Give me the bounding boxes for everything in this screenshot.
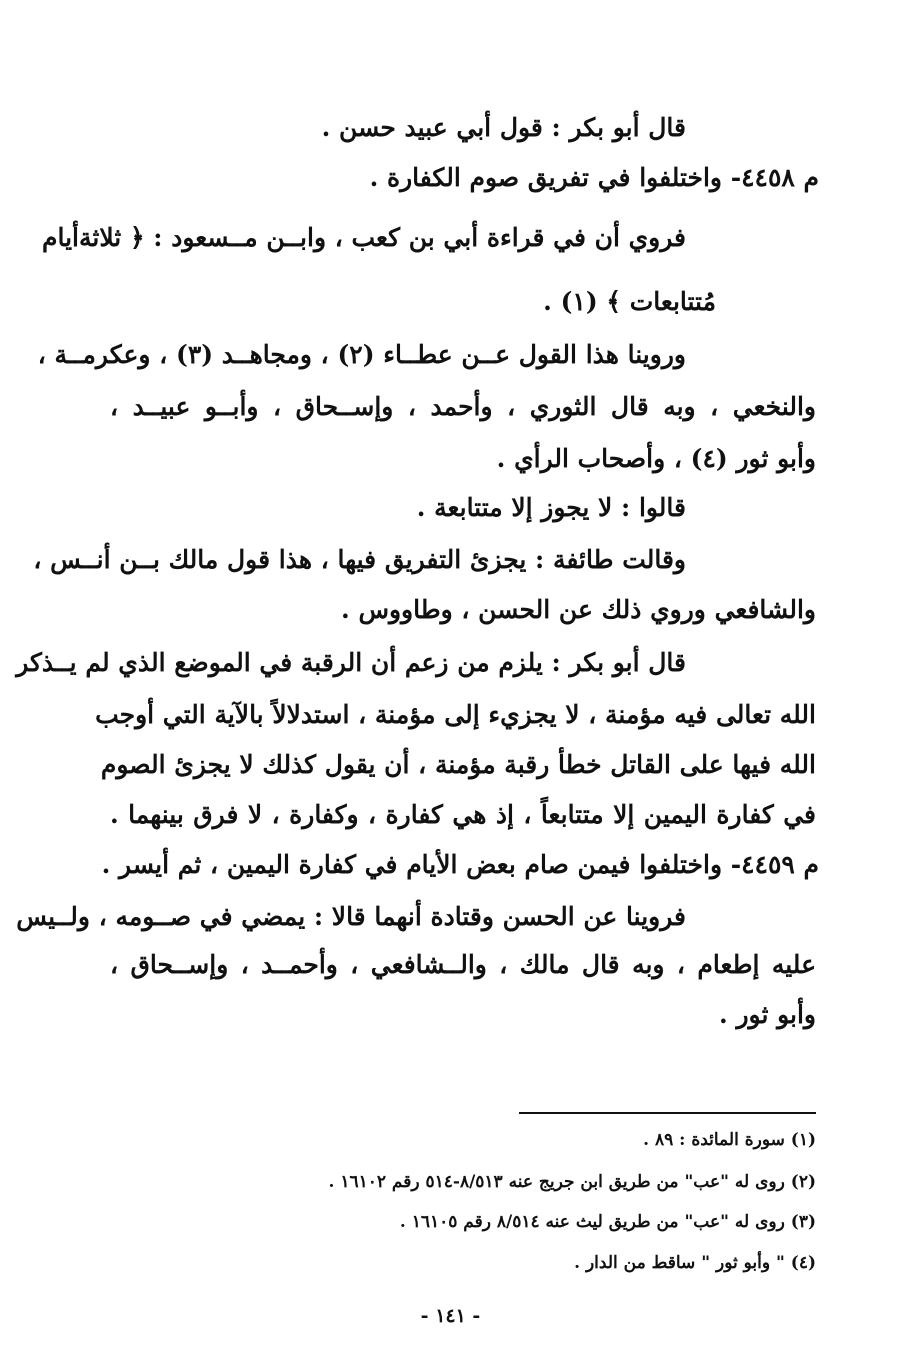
section-heading-4459: م ٤٤٥٩- واختلفوا فيمن صام بعض الأيام في كفارة اليمين ، ثم أيسر . (101, 850, 819, 879)
text-line-13: الله فيها على القاتل خطأ رقبة مؤمنة ، أن يقول كذلك لا يجزئ الصوم (100, 750, 816, 779)
text-line-14: في كفارة اليمين إلا متتابعاً ، إذ هي كفارة ، وكفارة ، لا فرق بينهما . (110, 800, 816, 829)
text-line-8: قالوا : لا يجوز إلا متتابعة . (416, 493, 686, 522)
text-line-7: وأبو ثور (٤) ، وأصحاب الرأي . (496, 444, 816, 473)
text-line-11: قال أبو بكر : يلزم من زعم أن الرقبة في الموضع الذي لم يــذكر (16, 648, 686, 677)
footnote-3: (٣) روى له "عب" من طريق ليث عنه ٨/٥١٤ رقم ١٦١٠٥ . (399, 1212, 816, 1232)
text-line-6: والنخعي ، وبه قال الثوري ، وأحمد ، وإســحاق ، وأبــو عبيــد ، (110, 392, 816, 421)
footnote-1: (١) سورة المائدة : ٨٩ . (643, 1130, 816, 1150)
page-number: - ١٤١ - (420, 1305, 481, 1327)
section-heading-4458: م ٤٤٥٨- واختلفوا في تفريق صوم الكفارة . (369, 163, 819, 192)
text-line-17: عليه إطعام ، وبه قال مالك ، والــشافعي ، وأحمــد ، وإســحاق ، (110, 950, 816, 979)
text-line-12: الله تعالى فيه مؤمنة ، لا يجزيء إلى مؤمنة ، استدلالاً بالآية التي أوجب (95, 700, 816, 729)
text-line-3: فروي أن في قراءة أبي بن كعب ، وابــن مــسعود : ﴿ ثلاثةأيام (42, 223, 686, 252)
footnote-separator (519, 1112, 816, 1114)
text-line-9: وقالت طائفة : يجزئ التفريق فيها ، هذا قول مالك بــن أنــس ، (33, 545, 686, 574)
text-line-5: وروينا هذا القول عــن عطــاء (٢) ، ومجاهــد (٣) ، وعكرمــة ، (37, 340, 686, 369)
text-line-10: والشافعي وروي ذلك عن الحسن ، وطاووس . (341, 595, 816, 624)
text-line-18: وأبو ثور . (719, 1000, 816, 1029)
footnote-2: (٢) روى له "عب" من طريق ابن جريج عنه ٨/٥١٣-٥١٤ رقم ١٦١٠٢ . (328, 1172, 816, 1192)
footnote-4: (٤) " وأبو ثور " ساقط من الدار . (574, 1253, 816, 1273)
text-line-1: قال أبو بكر : قول أبي عبيد حسن . (321, 113, 686, 142)
text-line-16: فروينا عن الحسن وقتادة أنهما قالا : يمضي في صــومه ، ولــيس (16, 902, 686, 931)
text-line-4: مُتتابعات ﴾ (١) . (543, 287, 716, 316)
